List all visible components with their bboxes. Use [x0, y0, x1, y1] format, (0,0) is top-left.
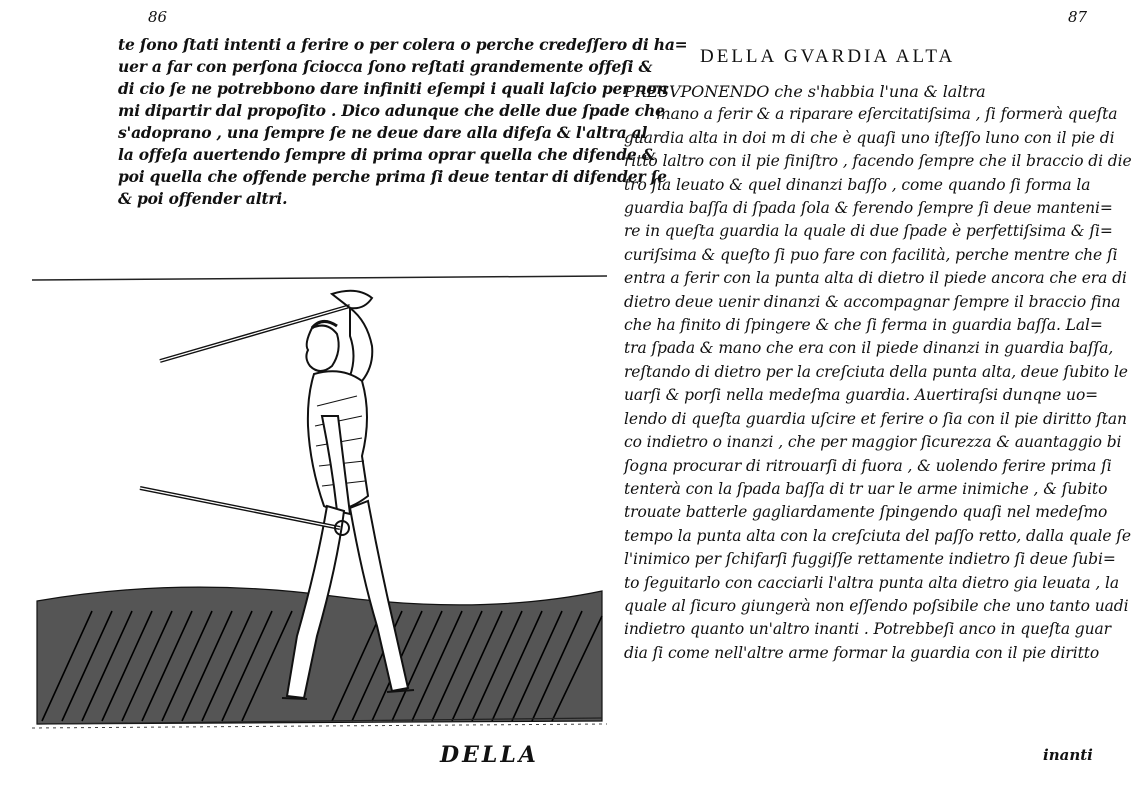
text-line: ſogna procurar di ritrouarſi di fuora , & uolendo ferire prima ſi [624, 456, 1112, 475]
text-line: trouate batterle gagliardamente ſpingendo quaſi nel medeſmo [624, 503, 1108, 522]
left-page-number: 86 [148, 8, 168, 26]
top-border-line [32, 276, 607, 280]
text-line: mi dipartir dal propoſito . Dico adunque che delle due ſpade che [118, 101, 665, 120]
left-body-text [118, 34, 688, 210]
text-line: uarſi & porſi nella medeſma guardia. Auertiraſsi dunqne uo= [624, 386, 1099, 405]
text-line: ritto laltro con il pie finiſtro , facendo ſempre che il braccio di die [624, 152, 1132, 171]
chapter-title: DELLA GVARDIA ALTA [700, 46, 956, 67]
text-line: curiſsima & queſto ſi puo fare con facilità, perche mentre che ſi [624, 245, 1118, 264]
right-page-number: 87 [1068, 8, 1088, 26]
bottom-border-line [32, 724, 607, 728]
text-line: reſtando di dietro per la creſciuta della punta alta, deue ſubito le [624, 362, 1128, 381]
text-line: poi quella che offende perche prima ſi deue tentar di difender ſe [118, 167, 667, 186]
right-catchword: inanti [1043, 746, 1093, 764]
text-line: lendo di queſta guardia uſcire et ferire o ſia con il pie diritto ſtan [624, 409, 1127, 428]
text-line: uer a far con perſona ſciocca ſono reſtati grandemente offeſi & [118, 57, 653, 76]
text-line: la offeſa auertendo ſempre di prima oprar quella che difende & [118, 145, 656, 164]
right-body-text [624, 80, 1132, 665]
left-catchword: DELLA [440, 742, 539, 768]
text-line: guardia baſſa di ſpada ſola & ferendo ſempre ſi deue manteni= [624, 199, 1113, 218]
woodcut-illustration [32, 266, 607, 736]
text-line: PRESVPONENDO che s'habbia l'una & laltra [624, 82, 986, 101]
text-line: & poi offender altri. [118, 189, 288, 208]
text-line: to ſeguitarlo con cacciarli l'altra punta alta dietro gia leuata , la [624, 573, 1120, 592]
text-line: guardia alta in doi m di che è quaſi uno iſteſſo luno con il pie di [624, 128, 1115, 147]
text-line: tenterà con la ſpada baſſa di tr uar le arme inimiche , & ſubito [624, 479, 1108, 498]
text-line: mano a ferir & a riparare eſercitatiſsima , ſi formerà queſta [656, 105, 1118, 124]
text-line: dietro deue uenir dinanzi & accompagnar ſempre il braccio fina [624, 292, 1121, 311]
lower-sword [140, 488, 349, 535]
upper-sword [160, 291, 372, 361]
text-line: re in queſta guardia la quale di due ſpade è perfettiſsima & ſi= [624, 222, 1113, 241]
text-line: di cio ſe ne potrebbono dare infiniti eſempi i quali laſcio per non [118, 79, 668, 98]
text-line: che ha finito di ſpingere & che ſi ferma in guardia baſſa. Lal= [624, 316, 1103, 335]
text-line: indietro quanto un'altro inanti . Potrebbeſi anco in queſta guar [624, 620, 1111, 639]
text-line: quale al ſicuro giungerà non eſſendo poſsibile che uno tanto uadi [624, 596, 1129, 615]
text-line: tempo la punta alta con la creſciuta del paſſo retto, dalla quale ſe [624, 526, 1132, 545]
text-line: tro ſia leuato & quel dinanzi baſſo , come quando ſi forma la [624, 175, 1091, 194]
text-line: dia ſi come nell'altre arme formar la guardia con il pie diritto [624, 643, 1100, 662]
text-line: entra a ferir con la punta alta di dietro il piede ancora che era di [624, 269, 1127, 288]
text-line: te ſono ſtati intenti a ferire o per colera o perche credeſſero di ha= [118, 35, 688, 54]
text-line: l'inimico per ſchifarſi fuggiſſe rettamente indietro ſi deue ſubi= [624, 550, 1116, 569]
text-line: co indietro o inanzi , che per maggior ſicurezza & auantaggio bi [624, 433, 1122, 452]
text-line: s'adoprano , una ſempre ſe ne deue dare alla difeſa & l'altra al [118, 123, 648, 142]
text-line: tra ſpada & mano che era con il piede dinanzi in guardia baſſa, [624, 339, 1114, 358]
